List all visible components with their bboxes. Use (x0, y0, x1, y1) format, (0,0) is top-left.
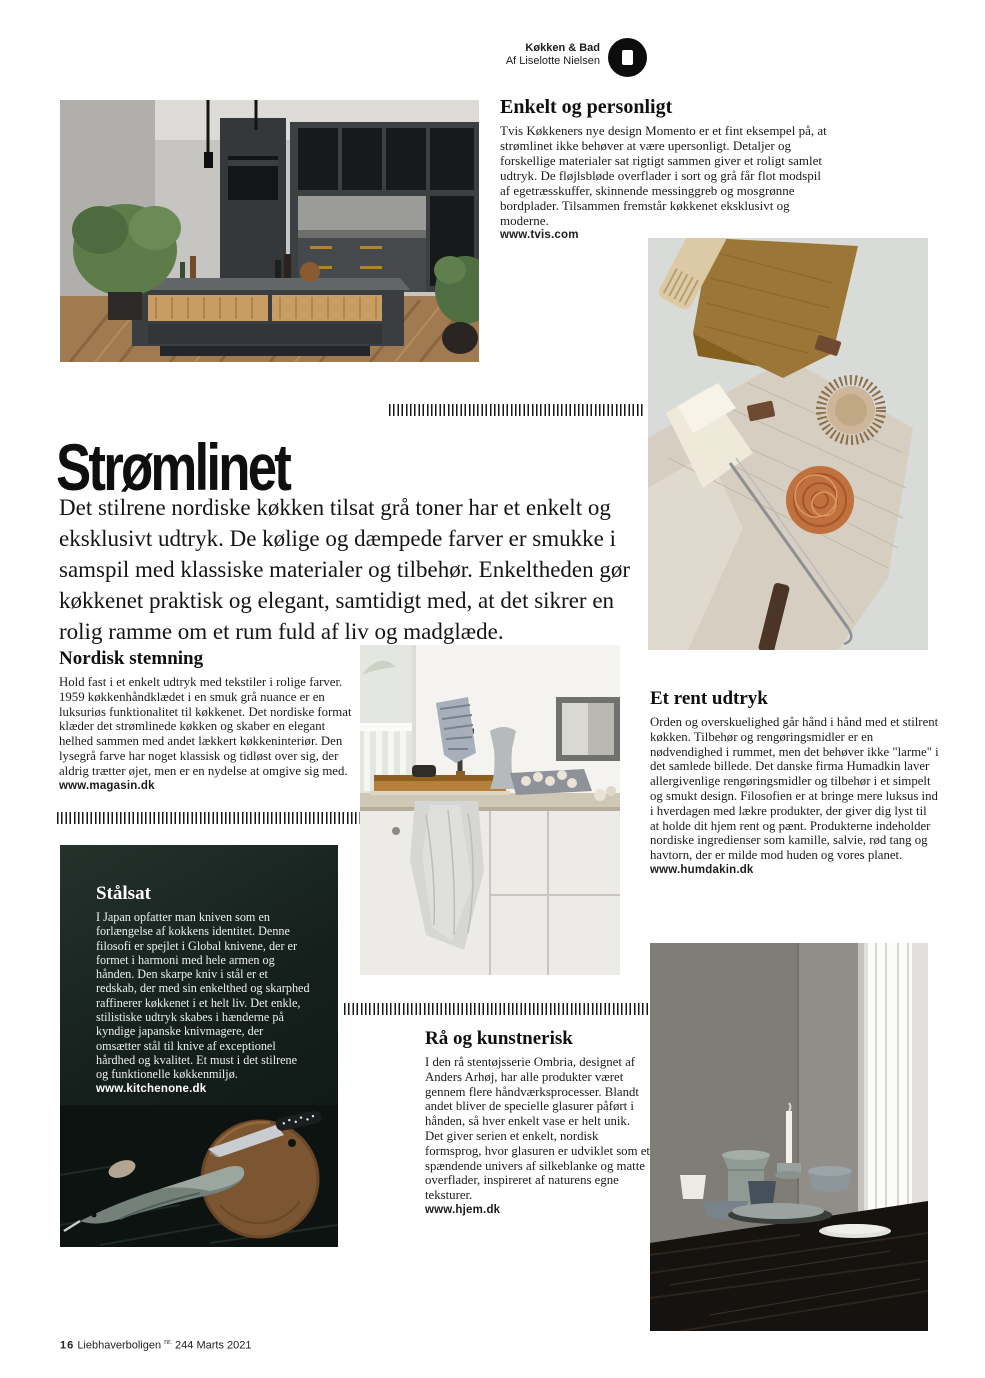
ceramics-illustration (650, 943, 928, 1331)
cleaning-illustration (648, 238, 928, 650)
section-nordisk-stemning (59, 648, 359, 792)
kitchen-island (130, 278, 410, 356)
section-et-rent-udtryk (650, 688, 939, 876)
section-body: Orden og overskuelighed går hånd i hånd med et stilrent køkken. Tilbehør og rengøringsmidler er en nødvendighed i rummet, men det behøver ikke "larme" i det samlede billede. Det danske firma Humadkin laver allergivenlige rengøringsmidler og tilbehør i et simpelt og smukt design. Filosofien er at bringe mere luksus ind i hverdagen med lækre produkter, der giver dig lyst til at holde dit hjem rent og pænt. Produkterne indeholder nordiske ingredienser som kamille, salvie, rød tang og havtorn, der er milde mod huden og vores planet. (650, 715, 939, 863)
page-headline: Strømlinet (56, 430, 290, 505)
page-footer (60, 1339, 251, 1352)
magazine-title: Liebhaverboligen (77, 1339, 162, 1352)
dotted-rule (389, 404, 645, 416)
wall-niche (556, 697, 620, 761)
kitchen-illustration (60, 100, 479, 362)
black-jar (412, 765, 436, 777)
feature-box-staalsat (60, 845, 338, 1247)
cabinet-fronts (360, 811, 620, 975)
dotted-rule (57, 812, 365, 824)
section-link: www.humdakin.dk (650, 863, 754, 876)
section-title: Rå og kunstnerisk (425, 1028, 573, 1049)
section-link: www.hjem.dk (425, 1203, 501, 1216)
issue-marker: nr. (164, 1339, 172, 1346)
section-body: I Japan opfatter man kniven som en forlængelse af kokkens identitet. Denne filosofi er spejlet i Global knivene, der er formet i harmoni med hele armen og hånden. Den skarpe kniv i stål er et redskab, der med sin enkelthed og skarphed raffinerer køkkenet i et helt liv. Det enkle, stilistiske udtryk skabes i hænderne på kyndige japanske knivmagere, der omsætter stål til knive af exceptionel hårdhed og kvalitet. Et must i det stilrene og funktionelle køkkenmiljø. (96, 910, 310, 1082)
section-raa-og-kunstnerisk (425, 1028, 651, 1216)
copper-scourer (786, 466, 854, 534)
dotted-rule (344, 1003, 648, 1015)
section-title: Nordisk stemning (59, 648, 204, 669)
cleaning-photo (648, 238, 928, 650)
section-link: www.tvis.com (500, 229, 579, 241)
magazine-logo-icon (608, 38, 647, 77)
section-title: Stålsat (96, 883, 151, 904)
sink-photo (360, 645, 620, 975)
masthead (420, 42, 600, 68)
section-link: www.magasin.dk (59, 779, 155, 792)
knife-photo (60, 1105, 338, 1247)
section-body: Tvis Køkkeners nye design Momento er et fint eksempel på, at strømlinet ikke behøver at være upersonligt. Detaljer og forskellige materialer sat rigtigt sammen giver et roligt samlet udtryk. De fløjlsbløde overflader i sort og grå får flot modspil af egetræsskuffer, skinnende messinggreb og mosgrønne bordplader. Tilsammen fremstår køkkenet eksklusivt og moderne. (500, 123, 827, 228)
issue-number: 244 (175, 1339, 194, 1352)
section-title: Et rent udtryk (650, 688, 768, 709)
section-link: www.kitchenone.dk (96, 1082, 207, 1095)
intro-paragraph: Det stilrene nordiske køkken tilsat grå toner har et enkelt og eksklusivt udtryk. De kølige og dæmpede farver er smukke i samspil med klassiske materialer og tilbehør. Enkeltheden gør køkkenet praktisk og elegant, samtidigt med, at det sikrer en rolig ramme om et rum fuld af liv og madglæde. (59, 495, 631, 644)
section-title: Enkelt og personligt (500, 96, 673, 118)
byline: Af Liselotte Nielsen (505, 55, 600, 67)
section-enkelt-og-personligt (500, 96, 834, 241)
section-category: Køkken & Bad (525, 42, 600, 54)
sink-illustration (360, 645, 620, 975)
kitchen-photo (60, 100, 479, 362)
logo-inner-shape (622, 50, 633, 65)
countertop (360, 793, 620, 809)
section-body: I den rå stentøjsserie Ombria, designet af Anders Arhøj, har alle produkter været gennem flere håndværksprocesser. Blandt andet bliver de specielle glasurer påført i hånden, så hver enkelt vase er helt unik. Det giver serien et enkelt, nordisk formsprog, hvor glasuren er udviklet som et spændende univers af silkeblanke og matte overflader, inspireret af naturens egne teksturer. (425, 1055, 650, 1203)
ceramics-photo (650, 943, 928, 1331)
knife-illustration (60, 1105, 338, 1247)
issue-date: Marts 2021 (196, 1339, 252, 1352)
page-number: 16 (60, 1339, 75, 1352)
section-body: Hold fast i et enkelt udtryk med tekstiler i rolige farver. 1959 køkkenhåndklædet i en smuk grå nuance er en luksuriøs funktionalitet til køkkenet. Det nordiske format klæder det strømlinede køkken og skaber en elegant helhed sammen med andet lækkert køkkeninteriør. Den lysegrå farve har noget klassisk og tidløst over sig, der aldrig trætter øjet, men er en nydelse at omgive sig med. (59, 675, 352, 778)
